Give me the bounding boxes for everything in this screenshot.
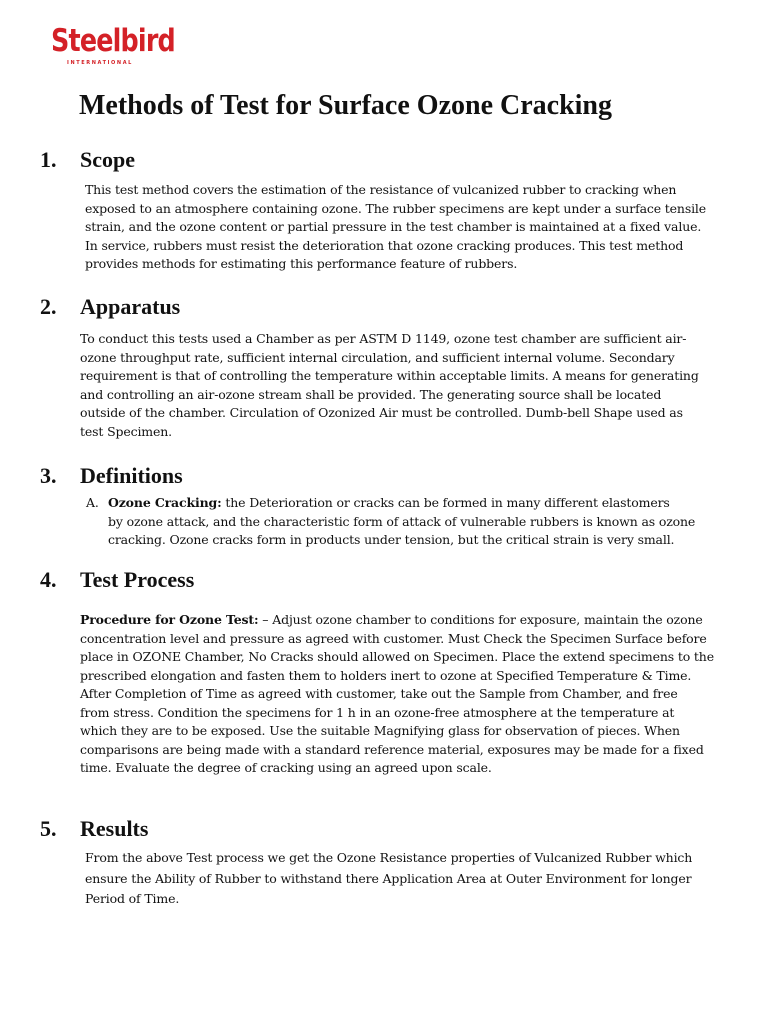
text-line: This test method covers the estimation of the resistance of vulcanized rubber to cracking when <box>85 182 677 197</box>
test-process-paragraph <box>80 611 714 778</box>
steelbird-logo <box>51 22 175 72</box>
procedure-lead: Procedure for Ozone Test: <box>80 612 259 627</box>
definition-term: Ozone Cracking: <box>108 495 222 510</box>
text-line <box>80 611 714 630</box>
scope-paragraph <box>85 181 706 274</box>
text-line: strain, and the ozone content or partial pressure in the test chamber is maintained at a fixed value. <box>85 219 702 234</box>
text-line <box>108 494 695 513</box>
text-line: From the above Test process we get the Ozone Resistance properties of Vulcanized Rubber which <box>85 850 693 865</box>
procedure-text: – Adjust ozone chamber to conditions for exposure, maintain the ozone <box>258 612 703 627</box>
text-line: concentration level and pressure as agreed with customer. Must Check the Specimen Surface before <box>80 630 707 646</box>
section-number: 5. <box>40 816 57 841</box>
text-line: In service, rubbers must resist the deterioration that ozone cracking produces. This test method <box>85 237 684 253</box>
section-number: 1. <box>40 147 57 172</box>
section-title: Apparatus <box>80 294 181 319</box>
section-title: Definitions <box>80 463 183 488</box>
text-line: requirement is that of controlling the temperature within acceptable limits. A means for generating <box>80 368 699 383</box>
text-line: which they are to be exposed. Use the suitable Magnifying glass for observation of pieces. When <box>80 723 680 738</box>
section-number: 4. <box>40 567 57 592</box>
logo-tagline: INTERNATIONAL <box>67 60 133 66</box>
text-line: ensure the Ability of Rubber to withstand there Application Area at Outer Environment for longer <box>85 870 692 886</box>
definition-text: the Deterioration or cracks can be formed in many different elastomers <box>221 495 670 510</box>
definition-item-marker: A. <box>86 495 99 510</box>
definition-ozone-cracking <box>108 494 695 550</box>
text-line: ozone throughput rate, sufficient internal circulation, and sufficient internal volume. Secondary <box>80 349 675 365</box>
section-number: 2. <box>40 294 57 319</box>
text-line: To conduct this tests used a Chamber as per ASTM D 1149, ozone test chamber are sufficient air- <box>80 331 687 346</box>
section-title: Results <box>80 816 149 841</box>
section-title: Test Process <box>80 567 195 592</box>
text-line: by ozone attack, and the characteristic form of attack of vulnerable rubbers is known as ozone <box>108 513 696 529</box>
section-title: Scope <box>80 147 135 172</box>
page-title: Methods of Test for Surface Ozone Cracking <box>79 90 612 121</box>
text-line: cracking. Ozone cracks form in products under tension, but the critical strain is very small. <box>108 532 675 547</box>
text-line: place in OZONE Chamber, No Cracks should allowed on Specimen. Place the extend specimens to the <box>80 649 714 664</box>
results-paragraph <box>85 848 692 910</box>
text-line: comparisons are being made with a standard reference material, exposures may be made for a fixed <box>80 741 704 757</box>
text-line: Period of Time. <box>85 891 180 906</box>
text-line: outside of the chamber. Circulation of Ozonized Air must be controlled. Dumb-bell Shape used as <box>80 405 683 420</box>
text-line: After Completion of Time as agreed with customer, take out the Sample from Chamber, and free <box>80 686 678 701</box>
text-line: provides methods for estimating this performance feature of rubbers. <box>85 256 518 271</box>
text-line: and controlling an air-ozone stream shall be provided. The generating source shall be located <box>80 386 662 402</box>
text-line: prescribed elongation and fasten them to holders inert to ozone at Specified Temperature & Time. <box>80 667 692 683</box>
section-number: 3. <box>40 463 57 488</box>
text-line: from stress. Condition the specimens for 1 h in an ozone-free atmosphere at the temperature at <box>80 704 675 720</box>
text-line: time. Evaluate the degree of cracking using an agreed upon scale. <box>80 760 492 775</box>
text-line: test Specimen. <box>80 423 172 439</box>
logo-wordmark: Steelbird <box>51 23 175 59</box>
apparatus-paragraph <box>80 330 699 441</box>
text-line: exposed to an atmosphere containing ozone. The rubber specimens are kept under a surface tensile <box>85 200 707 216</box>
